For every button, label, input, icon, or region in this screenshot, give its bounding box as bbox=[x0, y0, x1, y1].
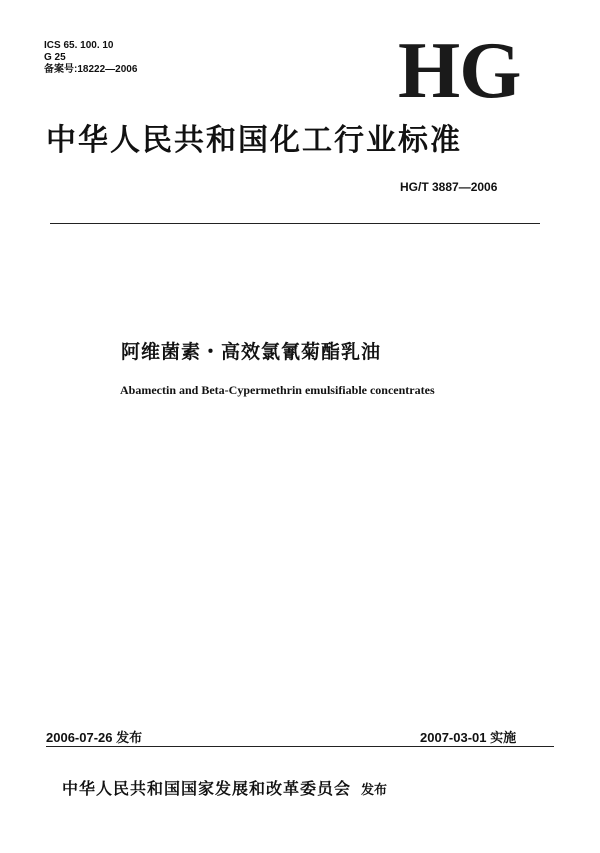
top-divider bbox=[50, 223, 540, 224]
record-number: 备案号:18222—2006 bbox=[44, 64, 138, 75]
publisher-suffix: 发布 bbox=[361, 783, 388, 798]
publisher-name: 中华人民共和国国家发展和改革委员会 bbox=[62, 779, 352, 798]
publisher bbox=[62, 776, 387, 799]
standard-number: HG/T 3887—2006 bbox=[400, 180, 498, 194]
standard-category-title: 中华人民共和国化工行业标准 bbox=[46, 123, 462, 158]
bottom-divider bbox=[46, 746, 554, 747]
hg-logo: HG bbox=[398, 27, 521, 115]
issue-date: 2006-07-26 发布 bbox=[46, 730, 143, 745]
ics-code: ICS 65. 100. 10 bbox=[44, 40, 114, 51]
document-title-english: Abamectin and Beta-Cypermethrin emulsifiable concentrates bbox=[120, 383, 435, 397]
document-title-chinese: 阿维菌素・高效氯氰菊酯乳油 bbox=[121, 341, 382, 363]
ccs-code: G 25 bbox=[44, 52, 66, 63]
standard-metadata bbox=[44, 40, 137, 76]
implementation-date: 2007-03-01 实施 bbox=[420, 730, 517, 745]
